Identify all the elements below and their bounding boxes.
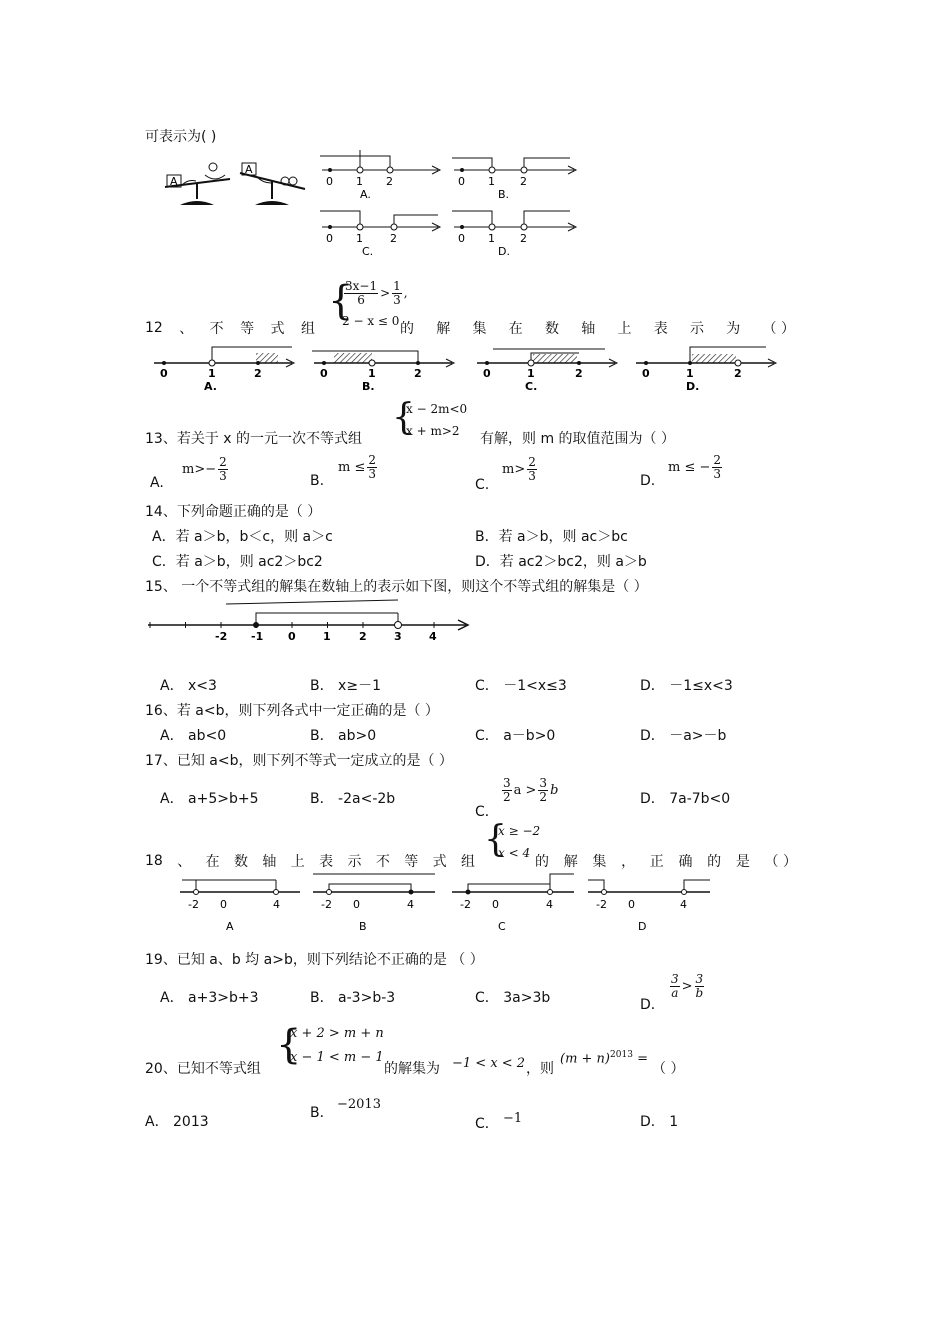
svg-text:0: 0: [642, 367, 650, 380]
q16-option-b: B． ab>0: [310, 728, 377, 744]
svg-text:1: 1: [488, 175, 495, 188]
q15-numberline: [148, 600, 473, 645]
svg-text:2: 2: [520, 175, 527, 188]
svg-text:0: 0: [628, 898, 635, 911]
q12-word: 不: [209, 321, 224, 337]
q11-option-c: C.: [362, 245, 374, 258]
q17-option-c-label: C．: [475, 804, 499, 820]
svg-text:1: 1: [686, 367, 694, 380]
q12-system: { $\frac{3x-1}{6}$ > $\frac{1}{3}$ , 2 − x ≤ 0: [328, 278, 408, 328]
q18-word: 式: [432, 854, 447, 870]
q16-stem: 16、若 a<b，则下列各式中一定正确的是（ ）: [145, 703, 439, 719]
q12-word: 组: [300, 321, 315, 337]
q12-option-a: A.: [204, 380, 217, 393]
q13-option-c-label: C.: [475, 477, 490, 493]
q18-word: 确: [678, 854, 693, 870]
q18-word: 表: [319, 854, 334, 870]
balance-scale-1: [165, 163, 230, 205]
q17-option-b: B． -2a<-2b: [310, 791, 396, 807]
q18-word: 在: [205, 854, 220, 870]
q13-option-a-label: A.: [150, 475, 164, 491]
q20-solution-set: −1 < x < 2: [452, 1056, 526, 1071]
svg-text:1: 1: [488, 232, 495, 245]
svg-text:0: 0: [353, 898, 360, 911]
q15-option-d: D． －1≤x<3: [640, 678, 733, 694]
q20-answer-paren: （ ）: [652, 1061, 685, 1077]
svg-text:0: 0: [492, 898, 499, 911]
q20-option-d: D． 1: [640, 1114, 679, 1130]
q20-option-b: −2013: [337, 1097, 381, 1112]
q17-stem: 17、已知 a<b，则下列不等式一定成立的是（ ）: [145, 753, 453, 769]
q14-option-b: B．若 a＞b，则 ac＞bc: [475, 529, 628, 545]
q12-num: 12: [145, 320, 163, 336]
q18-word: 不: [375, 854, 390, 870]
q12-numberline-b: [312, 345, 457, 395]
q13-stem-b: 有解，则 m 的取值范围为（ ）: [480, 431, 675, 447]
q16-option-d: D． －a>－b: [640, 728, 727, 744]
q13-system: { x − 2m<0 x + m>2: [392, 397, 468, 438]
q12-numberline-d: [634, 345, 779, 395]
q18-word: 轴: [262, 854, 277, 870]
q18-word: 组: [460, 854, 475, 870]
q12-word: 轴: [581, 321, 596, 337]
q15-option-a: A． x<3: [160, 678, 217, 694]
q12-word: 为: [726, 321, 741, 337]
q11-numberline-a: [318, 148, 443, 203]
q20-system: { x + 2 > m + n x − 1 < m − 1: [276, 1022, 384, 1068]
svg-text:-2: -2: [321, 898, 332, 911]
balance-label-1: A: [170, 175, 178, 188]
svg-text:-2: -2: [596, 898, 607, 911]
svg-text:1: 1: [356, 175, 363, 188]
q12-sep: 、: [179, 321, 194, 337]
q12-option-b: B.: [362, 380, 375, 393]
q15-tick-label: 1: [323, 630, 331, 643]
q11-option-b: B.: [498, 188, 510, 201]
svg-text:0: 0: [320, 367, 328, 380]
q13-option-d-label: D.: [640, 473, 656, 489]
balance-scale-diagram: [160, 155, 310, 215]
q18-word: 等: [404, 854, 419, 870]
q18-numberline-b: [313, 872, 438, 937]
svg-text:2: 2: [520, 232, 527, 245]
q12-numberline-a: [152, 345, 297, 395]
q18-word: 解: [563, 854, 578, 870]
q19-option-d-label: D．: [640, 997, 665, 1013]
q15-tick-label: 2: [359, 630, 367, 643]
q12-answer-paren: （ ）: [762, 321, 795, 337]
q15-tick-label: -1: [251, 630, 264, 643]
q18-word: ，: [621, 854, 636, 870]
q14-stem: 14、下列命题正确的是（ ）: [145, 504, 322, 520]
q18-option-a: A: [226, 920, 234, 933]
q13-stem-a: 13、若关于 x 的一元一次不等式组: [145, 431, 362, 447]
q18-word: 的: [707, 854, 722, 870]
svg-text:0: 0: [458, 175, 465, 188]
q11-option-a: A.: [360, 188, 371, 201]
svg-text:1: 1: [368, 367, 376, 380]
q18-option-b: B: [359, 920, 367, 933]
q11-numberline-b: [450, 148, 580, 203]
svg-text:0: 0: [326, 232, 333, 245]
q13-option-b: m ≤ $\frac{2}{3}$: [338, 453, 376, 481]
q13-option-a: m>− $\frac{2}{3}$: [182, 455, 227, 483]
q20-option-b-label: B．: [310, 1105, 334, 1121]
q14-option-c: C．若 a＞b，则 ac2＞bc2: [152, 554, 323, 570]
q20-option-c-label: C．: [475, 1116, 499, 1132]
q16-option-a: A． ab<0: [160, 728, 227, 744]
q18-numberline-a: [180, 872, 305, 937]
q12-word: 在: [508, 321, 523, 337]
q18-word: 的: [535, 854, 549, 870]
q18-sep: 、: [177, 854, 192, 870]
q11-numberline-c: [318, 205, 443, 260]
svg-text:1: 1: [208, 367, 216, 380]
svg-text:0: 0: [483, 367, 491, 380]
balance-label-2: A: [245, 163, 253, 176]
q19-option-a: A． a+3>b+3: [160, 990, 259, 1006]
svg-text:2: 2: [390, 232, 397, 245]
svg-text:2: 2: [254, 367, 262, 380]
svg-text:2: 2: [575, 367, 583, 380]
q13-option-c: m> $\frac{2}{3}$: [502, 455, 536, 483]
q18-word: 集: [592, 854, 607, 870]
q12-word: 示: [690, 321, 704, 337]
q12-option-c: C.: [525, 380, 538, 393]
q16-option-c: C． a－b>0: [475, 728, 556, 744]
q11-numberline-d: [450, 205, 580, 260]
q15-tick-label: 3: [394, 630, 402, 643]
q20-option-c: −1: [503, 1111, 523, 1126]
q17-option-d: D． 7a-7b<0: [640, 791, 731, 807]
svg-text:2: 2: [414, 367, 422, 380]
q15-tick-label: -2: [215, 630, 228, 643]
q15-option-c: C． －1<x≤3: [475, 678, 567, 694]
svg-text:4: 4: [273, 898, 280, 911]
svg-text:2: 2: [386, 175, 393, 188]
q12-option-d: D.: [686, 380, 700, 393]
svg-text:0: 0: [220, 898, 227, 911]
q17-option-c: $\frac{3}{2}$ a > $\frac{3}{2}$ b: [503, 776, 559, 804]
q20-expression: $(m + n)^{2013}$ =: [560, 1050, 648, 1067]
q11-intro: 可表示为( ): [145, 129, 217, 145]
q11-option-d: D.: [498, 245, 510, 258]
q12-numberline-c: [475, 345, 620, 395]
q19-option-b: B． a-3>b-3: [310, 990, 396, 1006]
q15-stem: 15、 一个不等式组的解集在数轴上的表示如下图，则这个不等式组的解集是（ ）: [145, 579, 648, 595]
q18-stem-left: [145, 851, 475, 871]
q18-word: 上: [290, 854, 305, 870]
q19-option-d: $\frac{3}{a}$ > $\frac{3}{b}$: [671, 972, 704, 1000]
svg-text:-2: -2: [188, 898, 199, 911]
q12-word: 数: [545, 321, 559, 337]
q12-word: 的: [400, 321, 414, 337]
q18-num: 18: [145, 853, 163, 869]
q12-stem-right: [400, 318, 795, 338]
svg-text:0: 0: [326, 175, 333, 188]
svg-text:-2: -2: [460, 898, 471, 911]
q18-word: 是: [735, 854, 750, 870]
q14-option-a: A．若 a＞b，b＜c，则 a＞c: [152, 529, 333, 545]
svg-text:1: 1: [356, 232, 363, 245]
q20-stem-a: 20、已知不等式组: [145, 1061, 261, 1077]
svg-text:4: 4: [546, 898, 553, 911]
q12-word: 集: [472, 321, 487, 337]
q13-option-d: m ≤ − $\frac{2}{3}$: [668, 453, 722, 481]
q19-stem: 19、已知 a、b 均 a>b，则下列结论不正确的是 （ ）: [145, 952, 484, 968]
q20-stem-b: 的解集为: [384, 1061, 440, 1077]
svg-text:4: 4: [407, 898, 414, 911]
q12-stem-left: [145, 318, 315, 338]
q15-option-b: B． x≥－1: [310, 678, 381, 694]
q14-option-d: D．若 ac2＞bc2，则 a＞b: [475, 554, 647, 570]
svg-text:0: 0: [160, 367, 168, 380]
q19-option-c: C． 3a>3b: [475, 990, 551, 1006]
q12-word: 等: [240, 321, 255, 337]
q20-option-a: A． 2013: [145, 1114, 209, 1130]
svg-text:1: 1: [527, 367, 535, 380]
q18-option-c: C: [498, 920, 506, 933]
q18-numberline-d: [588, 872, 713, 937]
q18-option-d: D: [638, 920, 647, 933]
q20-stem-c: ，则: [526, 1061, 554, 1077]
q18-system: { x ≥ −2 x < 4: [484, 819, 541, 860]
balance-scale-2: [240, 163, 305, 205]
q18-word: （ ）: [764, 854, 797, 870]
q12-word: 上: [617, 321, 632, 337]
q15-tick-label: 4: [429, 630, 437, 643]
svg-text:0: 0: [458, 232, 465, 245]
q12-word: 式: [270, 321, 285, 337]
q15-tick-label: 0: [288, 630, 296, 643]
svg-text:4: 4: [680, 898, 687, 911]
q12-word: 表: [653, 321, 668, 337]
q18-stem-right: [535, 851, 797, 871]
q17-option-a: A． a+5>b+5: [160, 791, 259, 807]
q18-word: 数: [233, 854, 248, 870]
q18-word: 示: [347, 854, 362, 870]
svg-text:2: 2: [734, 367, 742, 380]
q18-numberline-c: [452, 872, 577, 937]
q12-word: 解: [436, 321, 451, 337]
q13-option-b-label: B.: [310, 473, 325, 489]
q18-word: 正: [649, 854, 664, 870]
